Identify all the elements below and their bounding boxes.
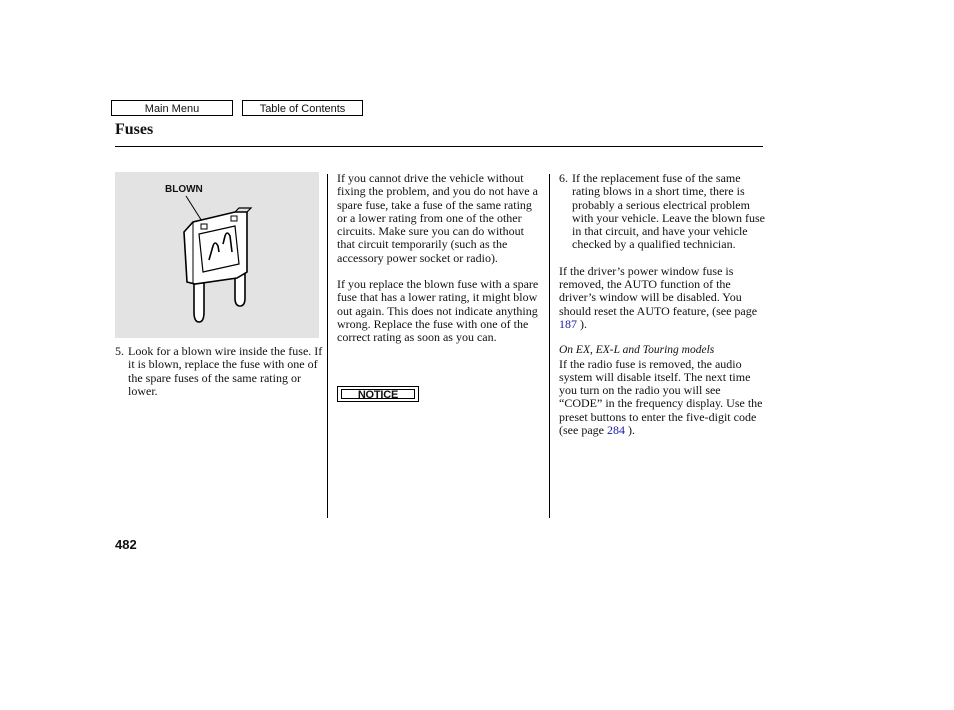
power-window-text-end: ). <box>577 316 587 331</box>
step-6-number: 6. <box>559 171 568 185</box>
blown-fuse-figure <box>115 172 319 338</box>
step-5-number: 5. <box>115 344 124 358</box>
power-window-text: If the driver’s power window fuse is removed, the AUTO function of the driver’s window will be disabled. You should reset the AUTO feature, (see page <box>559 263 758 318</box>
page-284-link[interactable]: 284 <box>606 423 625 438</box>
column-1 <box>115 345 323 398</box>
step-6-text: If the replacement fuse of the same rating blows in a short time, there is probably a serious electrical problem with your vehicle. Leave the blown fuse in that circuit, and have your vehicle checked by a qualified technician. <box>572 171 765 252</box>
step-5-text: Look for a blown wire inside the fuse. If it is blown, replace the fuse with one of the spare fuses of the same rating or lower. <box>128 344 323 398</box>
paragraph-radio-code <box>559 358 765 438</box>
page-title: Fuses <box>115 121 154 138</box>
column-2 <box>337 172 541 345</box>
paragraph-no-spare-fuse: If you cannot drive the vehicle without fixing the problem, and you do not have a spare fuse, take a fuse of the same rating or a lower rating from one of the other circuits. Make sure you can do without that circuit temporarily (such as the accessory power socket or radio). <box>337 171 538 265</box>
step-5 <box>115 345 323 398</box>
paragraph-power-window <box>559 265 765 331</box>
radio-code-text-end: ). <box>624 423 635 438</box>
step-6 <box>559 172 765 252</box>
page-187-link[interactable]: 187 <box>559 316 577 331</box>
column-divider-1 <box>327 174 328 518</box>
paragraph-lower-rating: If you replace the blown fuse with a spare fuse that has a lower rating, it might blow out again. This does not indicate anything wrong. Replace the fuse with one of the correct rating as soon as you can. <box>337 277 539 345</box>
column-3 <box>559 172 765 437</box>
fuse-prong-left <box>194 280 204 322</box>
fuse-illustration <box>115 172 319 338</box>
notice-box <box>337 386 419 402</box>
figure-label-blown: BLOWN <box>165 184 203 195</box>
column-divider-2 <box>549 174 550 518</box>
models-note: On EX, EX-L and Touring models <box>559 344 715 357</box>
radio-code-text: If the radio fuse is removed, the audio system will disable itself. The next time you turn on the radio you will see “CODE” in the frequency display. Use the preset buttons to enter the five-digit code (see page <box>559 356 763 438</box>
fuse-tab-left <box>201 224 207 229</box>
fuse-tab-right <box>231 216 237 221</box>
main-menu-button[interactable]: Main Menu <box>111 100 233 116</box>
notice-label: NOTICE <box>341 389 415 399</box>
table-of-contents-button[interactable]: Table of Contents <box>242 100 363 116</box>
page-number: 482 <box>115 537 137 552</box>
title-rule <box>115 146 763 147</box>
